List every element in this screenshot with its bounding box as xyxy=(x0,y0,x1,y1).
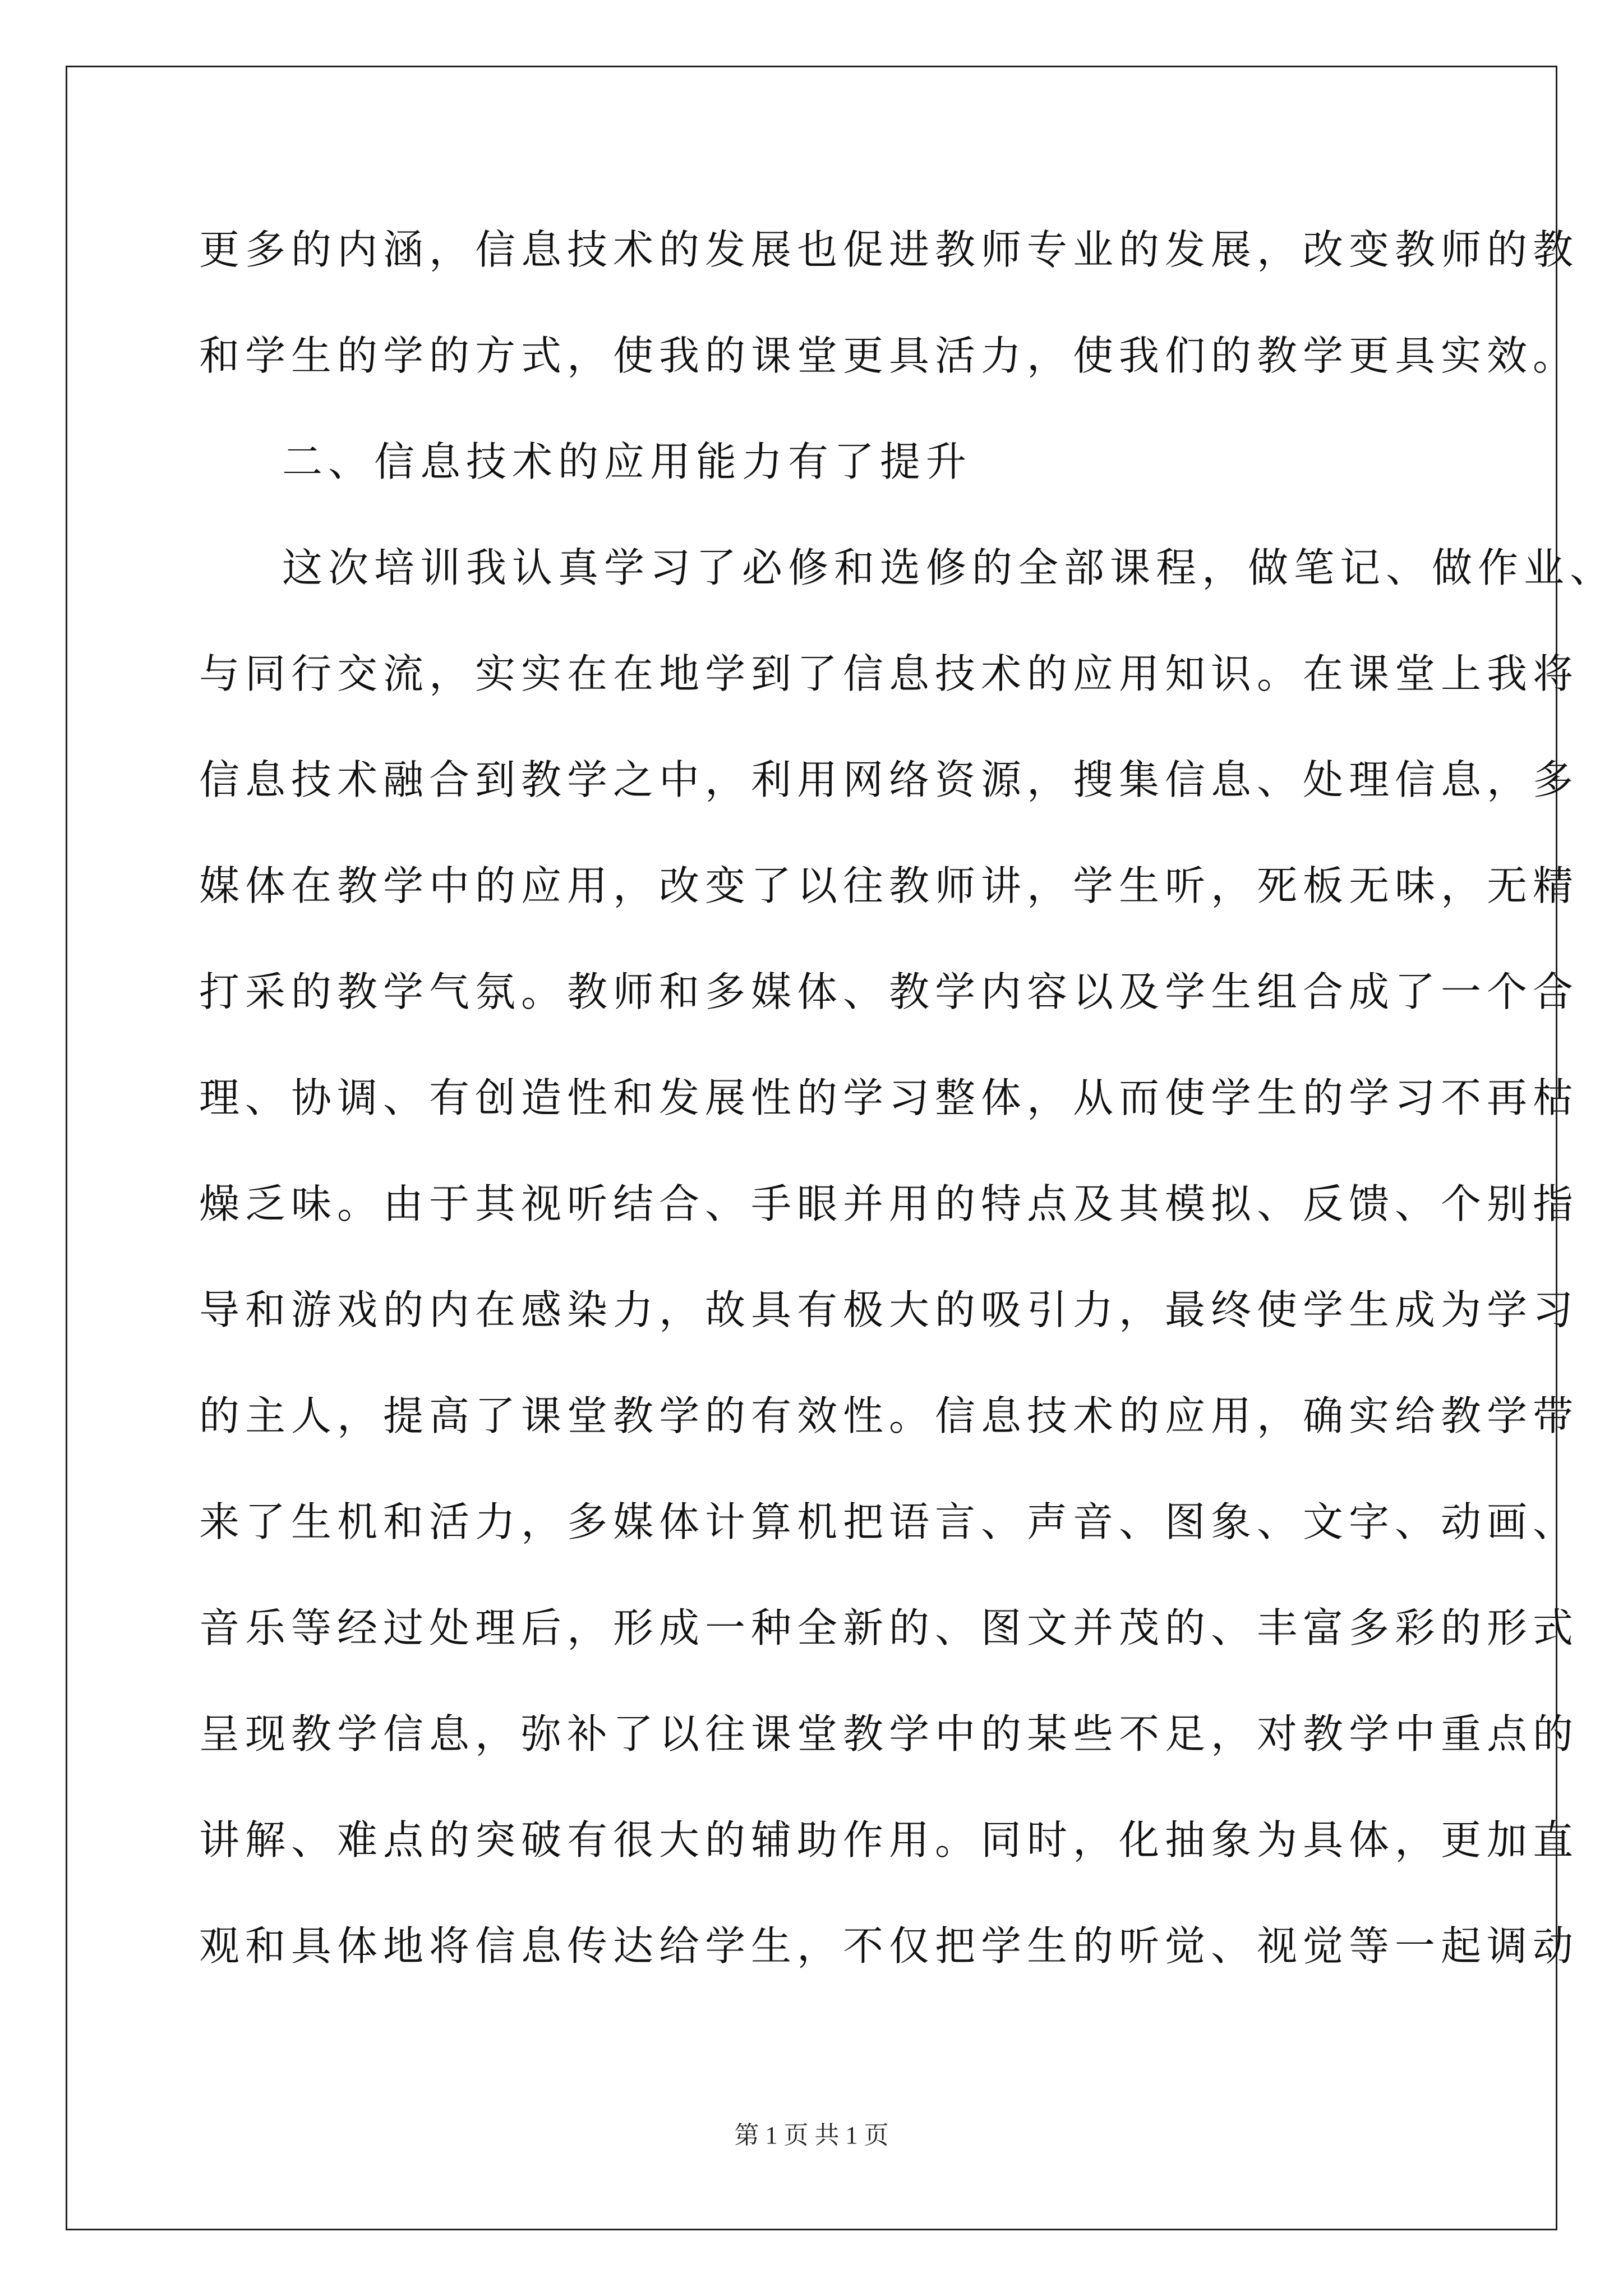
text-line: 音乐等经过处理后，形成一种全新的、图文并茂的、丰富多彩的形式 xyxy=(199,1604,1579,1651)
text-line: 与同行交流，实实在在地学到了信息技术的应用知识。在课堂上我将 xyxy=(199,650,1579,697)
text-line: 的主人，提高了课堂教学的有效性。信息技术的应用，确实给教学带 xyxy=(199,1392,1579,1439)
text-line: 燥乏味。由于其视听结合、手眼并用的特点及其模拟、反馈、个别指 xyxy=(199,1180,1579,1227)
text-line: 观和具体地将信息传达给学生，不仅把学生的听觉、视觉等一起调动 xyxy=(199,1922,1579,1970)
text-line: 讲解、难点的突破有很大的辅助作用。同时，化抽象为具体，更加直 xyxy=(199,1816,1579,1864)
text-line: 导和游戏的内在感染力，故具有极大的吸引力，最终使学生成为学习 xyxy=(199,1286,1579,1333)
text-line: 打采的教学气氛。教师和多媒体、教学内容以及学生组合成了一个合 xyxy=(199,968,1579,1015)
text-line: 和学生的学的方式，使我的课堂更具活力，使我们的教学更具实效。 xyxy=(199,332,1579,379)
text-line: 理、协调、有创造性和发展性的学习整体，从而使学生的学习不再枯 xyxy=(199,1074,1579,1121)
page-footer: 第 1 页 共 1 页 xyxy=(734,2122,889,2149)
text-line: 来了生机和活力，多媒体计算机把语言、声音、图象、文字、动画、 xyxy=(199,1498,1579,1545)
text-line: 媒体在教学中的应用，改变了以往教师讲，学生听，死板无味，无精 xyxy=(199,862,1579,909)
document-body xyxy=(199,219,1616,2021)
text-line: 二、信息技术的应用能力有了提升 xyxy=(282,438,972,485)
text-line: 这次培训我认真学习了必修和选修的全部课程，做笔记、做作业、 xyxy=(282,544,1616,591)
text-line: 信息技术融合到教学之中，利用网络资源，搜集信息、处理信息，多 xyxy=(199,756,1579,803)
text-line: 更多的内涵，信息技术的发展也促进教师专业的发展，改变教师的教 xyxy=(199,226,1579,273)
text-line: 呈现教学信息，弥补了以往课堂教学中的某些不足，对教学中重点的 xyxy=(199,1710,1579,1757)
